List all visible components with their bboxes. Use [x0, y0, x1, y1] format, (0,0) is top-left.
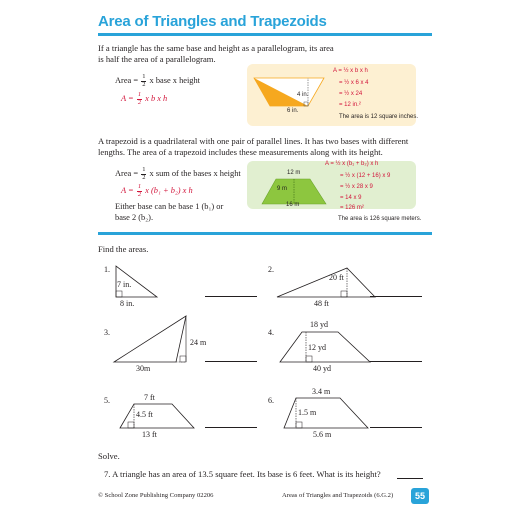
trapezoid-step-2: = ½ x (12 + 16) x 9 [340, 173, 391, 179]
problem-5-number: 5. [104, 396, 110, 405]
trapezoid-height-label: 9 m [277, 186, 288, 192]
problem-1-height: 7 in. [117, 280, 132, 289]
frac-den: 2 [142, 80, 146, 88]
problem-6-height: 1.5 m [298, 408, 317, 417]
trapezoid-example-caption: The area is 126 square meters. [338, 216, 422, 222]
trapezoid-formula-symbols [121, 184, 193, 198]
trapezoid-intro-line-1: A trapezoid is a quadrilateral with one pair of parallel lines. It has two bases with different [98, 136, 409, 146]
solve-heading: Solve. [98, 451, 120, 461]
problem-5-trapezoid [118, 402, 198, 430]
triangle-step-1: A = ½ x b x h [333, 68, 368, 74]
trapezoid-step-1: A = ½ x (b₁ + b₂) x h [325, 161, 379, 167]
formula-suffix: x (b₁ + b₂) x h [145, 185, 193, 195]
trapezoid-formula-words [115, 167, 241, 181]
frac-den: 2 [137, 190, 142, 198]
problem-5-answer-line[interactable] [205, 427, 257, 428]
frac-num: 1 [137, 91, 142, 98]
problem-4-top: 18 yd [310, 320, 328, 329]
frac-num: 1 [142, 166, 146, 173]
problem-1-number: 1. [104, 265, 110, 274]
problem-4-bottom: 40 yd [313, 364, 331, 373]
triangle-intro-line-2: is half the area of a parallelogram. [98, 54, 216, 64]
question-7-answer-line[interactable] [397, 478, 423, 479]
problem-3-base: 30m [136, 364, 151, 373]
triangle-intro-line-1: If a triangle has the same base and height as a parallelogram, its area [98, 43, 334, 53]
problem-4-answer-line[interactable] [370, 361, 422, 362]
triangle-height-label: 4 in. [297, 92, 309, 98]
problem-6-bottom: 5.6 m [313, 430, 332, 439]
problem-3-height: 24 m [190, 338, 207, 347]
formula-suffix: x base x height [149, 75, 201, 85]
problem-2-base: 48 ft [314, 299, 329, 308]
half-fraction [137, 184, 142, 198]
footer-copyright: © School Zone Publishing Company 02206 [98, 492, 214, 499]
problem-6-trapezoid [282, 396, 372, 430]
page-number-badge: 55 [411, 488, 429, 504]
formula-prefix: A = [121, 93, 134, 103]
problem-6-top: 3.4 m [312, 387, 331, 396]
problem-2-triangle [275, 264, 381, 300]
title-rule [98, 33, 432, 36]
trapezoid-either-line-1: Either base can be base 1 (b₁) or [115, 202, 224, 211]
problem-5-height: 4.5 ft [136, 410, 153, 419]
trapezoid-top-label: 12 m [287, 170, 301, 176]
trapezoid-step-4: = 14 x 9 [340, 195, 362, 201]
problem-2-answer-line[interactable] [370, 296, 422, 297]
problem-6-answer-line[interactable] [370, 427, 422, 428]
trapezoid-bottom-label: 16 m [286, 202, 300, 208]
frac-num: 1 [142, 73, 146, 80]
formula-prefix: A = [121, 185, 134, 195]
half-fraction [141, 74, 146, 88]
section-rule [98, 232, 432, 235]
problem-4-number: 4. [268, 328, 274, 337]
trapezoid-step-3: = ½ x 28 x 9 [340, 184, 373, 190]
triangle-step-4: = 12 in.² [339, 102, 361, 108]
find-areas-instruction: Find the areas. [98, 244, 149, 254]
triangle-step-2: = ½ x 6 x 4 [339, 80, 369, 86]
formula-prefix: Area = [115, 168, 139, 178]
problem-1-base: 8 in. [120, 299, 135, 308]
triangle-base-label: 6 in. [287, 108, 299, 114]
frac-den: 2 [137, 98, 142, 106]
triangle-step-3: = ½ x 24 [339, 91, 363, 97]
frac-den: 2 [142, 173, 146, 181]
triangle-example-caption: The area is 12 square inches. [339, 114, 419, 120]
trapezoid-step-5: = 126 m² [340, 205, 364, 211]
triangle-formula-words [115, 74, 200, 88]
formula-suffix: x b x h [145, 93, 168, 103]
problem-1-answer-line[interactable] [205, 296, 257, 297]
problem-4-height: 12 yd [308, 343, 326, 352]
problem-3-triangle [112, 312, 196, 364]
problem-3-number: 3. [104, 328, 110, 337]
problem-4-trapezoid [278, 330, 374, 364]
question-7: 7. A triangle has an area of 13.5 square feet. Its base is 6 feet. What is its height? [104, 469, 381, 479]
problem-5-bottom: 13 ft [142, 430, 157, 439]
triangle-formula-symbols [121, 92, 167, 106]
frac-num: 1 [137, 183, 142, 190]
problem-2-height: 20 ft [329, 273, 344, 282]
trapezoid-intro-line-2: lengths. The area of a trapezoid includes these measurements along with its height. [98, 147, 383, 157]
page-title: Area of Triangles and Trapezoids [98, 13, 327, 30]
footer-topic: Areas of Triangles and Trapezoids (6.G.2) [282, 492, 394, 499]
formula-suffix: x sum of the bases x height [149, 168, 241, 178]
problem-5-top: 7 ft [144, 393, 155, 402]
half-fraction [137, 92, 142, 106]
trapezoid-either-line-2: base 2 (b₂). [115, 213, 154, 222]
problem-3-answer-line[interactable] [205, 361, 257, 362]
formula-prefix: Area = [115, 75, 139, 85]
problem-6-number: 6. [268, 396, 274, 405]
half-fraction [141, 167, 146, 181]
problem-2-number: 2. [268, 265, 274, 274]
